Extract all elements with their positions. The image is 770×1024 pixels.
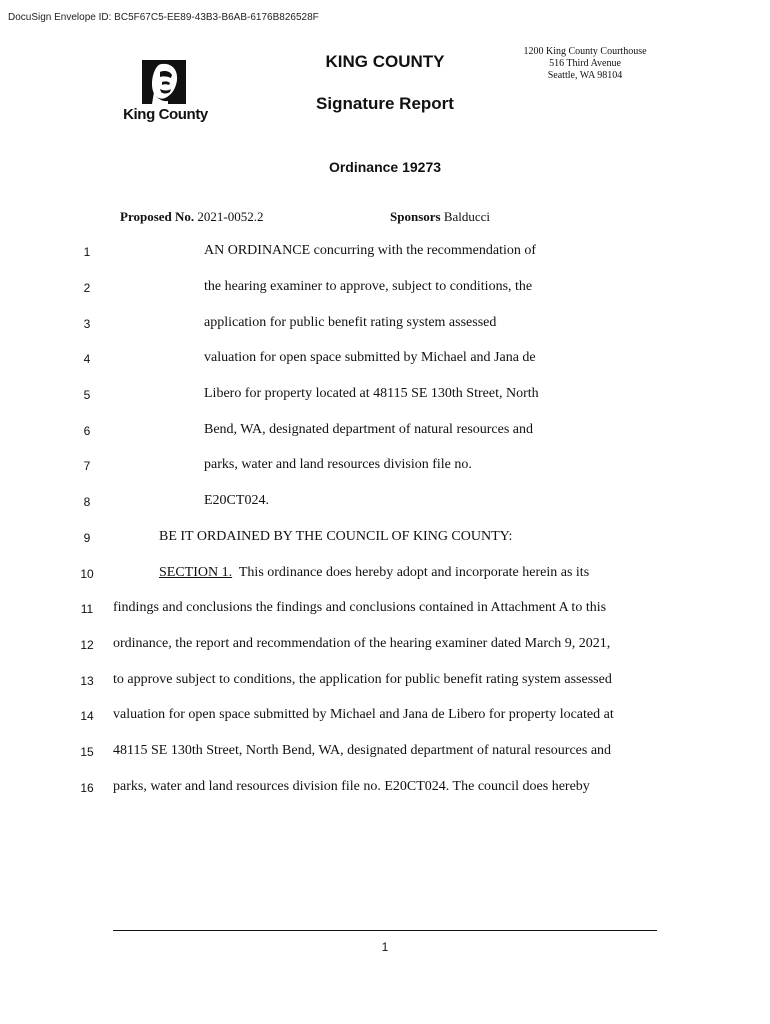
sponsors-label: Sponsors <box>390 209 441 224</box>
proposed-value: 2021-0052.2 <box>197 209 264 224</box>
sponsors <box>390 209 490 225</box>
line-number: 13 <box>80 674 94 688</box>
logo-text: King County <box>123 106 208 123</box>
ordinance-line: ordinance, the report and recommendation of the hearing examiner dated March 9, 2021, <box>113 636 611 651</box>
line-number: 11 <box>80 602 94 616</box>
line-number: 15 <box>80 745 94 759</box>
proposed-number <box>120 209 264 225</box>
ordinance-line: parks, water and land resources division file no. E20CT024. The council does hereby <box>113 779 590 794</box>
ordinance-line: Bend, WA, designated department of natural resources and <box>204 422 534 437</box>
king-county-logo <box>118 58 218 132</box>
address-line: Seattle, WA 98104 <box>547 70 623 81</box>
line-number: 1 <box>83 245 91 259</box>
section-heading: SECTION 1. <box>159 565 233 580</box>
ordinance-line: 48115 SE 130th Street, North Bend, WA, designated department of natural resources and <box>113 743 612 758</box>
proposed-label: Proposed No. <box>120 209 195 224</box>
courthouse-address <box>505 46 665 82</box>
envelope-id: DocuSign Envelope ID: BC5F67C5-EE89-43B3-B6AB-6176B826528F <box>8 12 319 23</box>
ordinance-title: Ordinance 19273 <box>328 159 442 175</box>
line-number: 7 <box>83 459 91 473</box>
ordinance-line: E20CT024. <box>204 493 269 508</box>
section-text: This ordinance does hereby adopt and incorporate herein as its <box>232 565 590 580</box>
sponsors-value: Balducci <box>443 209 491 224</box>
ordinance-line: findings and conclusions the findings and conclusions contained in Attachment A to this <box>113 600 607 615</box>
ordinance-line: valuation for open space submitted by Michael and Jana de <box>204 350 536 365</box>
line-number: 2 <box>83 281 91 295</box>
line-number: 6 <box>83 424 91 438</box>
line-number: 12 <box>80 638 94 652</box>
line-number: 5 <box>83 388 91 402</box>
line-number: 4 <box>83 352 91 366</box>
line-number: 3 <box>83 317 91 331</box>
line-number: 9 <box>83 531 91 545</box>
line-number: 8 <box>83 495 91 509</box>
mlk-portrait-icon <box>118 58 218 108</box>
address-line: 1200 King County Courthouse <box>523 46 647 57</box>
line-number: 10 <box>80 567 94 581</box>
ordinance-line: application for public benefit rating system assessed <box>204 315 497 330</box>
line-number: 16 <box>80 781 94 795</box>
address-line: 516 Third Avenue <box>549 58 621 69</box>
ordinance-line: AN ORDINANCE concurring with the recommendation of <box>204 243 537 258</box>
ordinance-line: valuation for open space submitted by Michael and Jana de Libero for property located at <box>113 707 614 722</box>
ordinance-line <box>159 565 589 581</box>
ordinance-line: to approve subject to conditions, the application for public benefit rating system assessed <box>113 672 612 687</box>
ordinance-line: parks, water and land resources division file no. <box>204 457 472 472</box>
footer-divider <box>113 930 657 931</box>
report-title: Signature Report <box>316 94 454 113</box>
ordinance-line: Libero for property located at 48115 SE 130th Street, North <box>204 386 539 401</box>
county-title: KING COUNTY <box>325 52 445 71</box>
ordinance-line: BE IT ORDAINED BY THE COUNCIL OF KING COUNTY: <box>159 529 513 544</box>
ordinance-line: the hearing examiner to approve, subject to conditions, the <box>204 279 533 294</box>
page-number: 1 <box>381 940 389 954</box>
line-number: 14 <box>80 709 94 723</box>
